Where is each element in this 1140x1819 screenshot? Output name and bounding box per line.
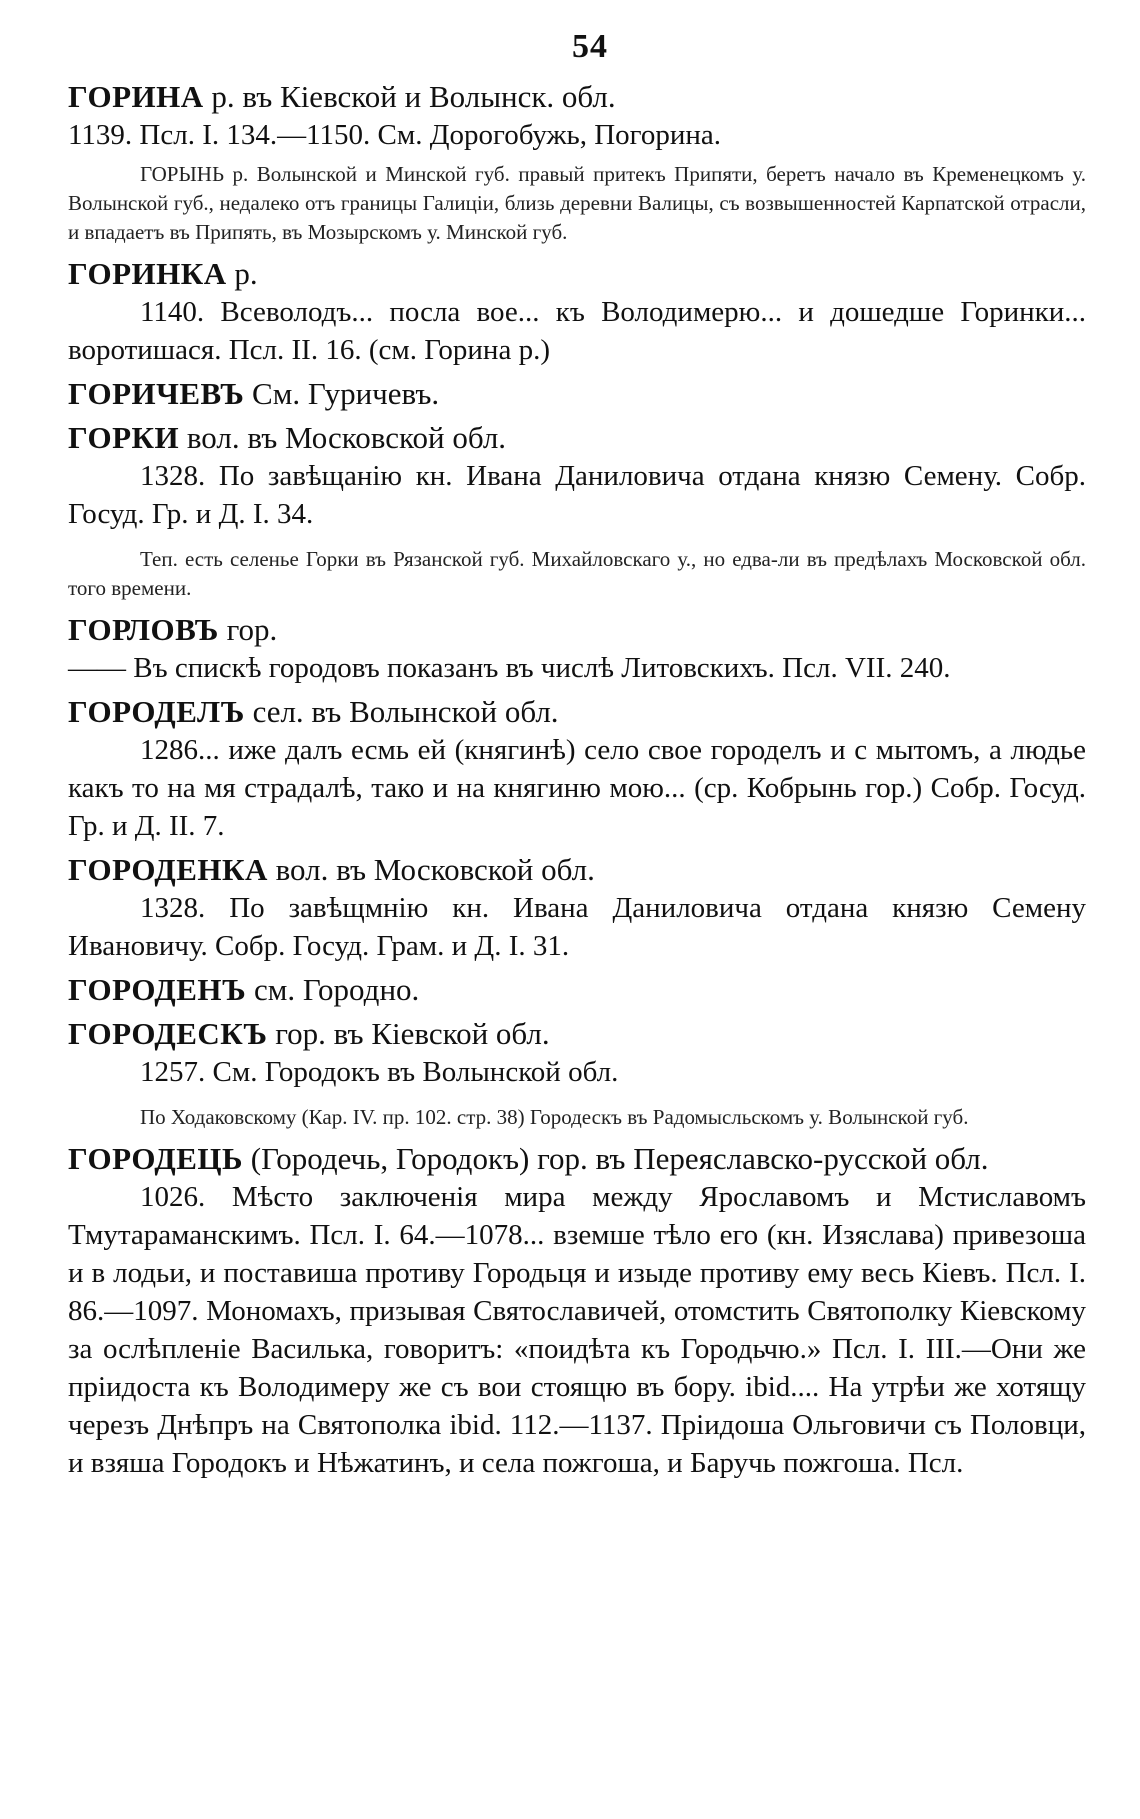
- entry-headline: [68, 419, 1086, 457]
- entry-head: ГОРИЧЕВЪ: [68, 376, 245, 411]
- entry-head: ГОРИНКА: [68, 256, 227, 291]
- entry-desc: гор.: [218, 612, 278, 647]
- entry-gorki: [68, 419, 1086, 603]
- page-number: 54: [572, 28, 608, 65]
- entry-gorina: [68, 78, 1086, 247]
- entry-head: ГОРОДЕНЪ: [68, 972, 247, 1007]
- entry-desc: гор. въ Кіевской обл.: [267, 1016, 550, 1051]
- entry-head: ГОРИНА: [68, 79, 204, 114]
- entry-headline: [68, 693, 1086, 731]
- entry-desc: см. Городно.: [246, 972, 420, 1007]
- entry-desc: р. въ Кіевской и Волынск. обл.: [203, 79, 616, 114]
- entry-head: ГОРОДЕЛЪ: [68, 694, 245, 729]
- entry-goroden: [68, 971, 1086, 1009]
- entry-headline: [68, 971, 1086, 1009]
- entry-body: 1328. По завѣщмнію кн. Ивана Даниловича отдана князю Семену Ивановичу. Собр. Госуд. Грам. и Д. I. 31.: [68, 892, 1086, 962]
- entry-body: 1140. Всеволодъ... посла вое... къ Володимерю... и дошедше Горинки... воротишася. Псл. II. 16. (см. Горина р.): [68, 296, 1086, 366]
- entry-head: ГОРОДЕЦЬ: [68, 1141, 243, 1176]
- entry-desc: р.: [226, 256, 258, 291]
- entry-headline: [68, 78, 1086, 116]
- entry-body: 1257. См. Городокъ въ Волынской обл.: [140, 1056, 619, 1088]
- entry-gorodesk: [68, 1015, 1086, 1132]
- entry-gorodel: [68, 693, 1086, 845]
- entry-desc: См. Гуричевъ.: [244, 376, 440, 411]
- entry-desc: вол. въ Московской обл.: [267, 852, 595, 887]
- entry-body: 1139. Псл. I. 134.—1150. См. Дорогобужь, Погорина.: [68, 119, 721, 151]
- entry-gorodenka: [68, 851, 1086, 965]
- entry-body: 1328. По завѣщанію кн. Ивана Даниловича отдана князю Семену. Собр. Госуд. Гр. и Д. I. 34.: [68, 460, 1086, 530]
- entry-note: ГОРЫНЬ р. Волынской и Минской губ. правый притекъ Припяти, беретъ начало въ Кременецкомъ у. Волынской губ., недалеко отъ границы Галиціи, близь деревни Валицы, съ возвышенностей Карпатской отрасли, и впадаетъ въ Припять, въ Мозырскомъ у. Минской губ.: [68, 162, 1086, 244]
- entry-gorlov: [68, 611, 1086, 687]
- entry-desc: сел. въ Волынской обл.: [244, 694, 559, 729]
- entry-desc: вол. въ Московской обл.: [179, 420, 507, 455]
- entry-note: По Ходаковскому (Кар. IV. пр. 102. стр. 38) Городескъ въ Радомысльскомъ у. Волынской губ.: [140, 1105, 969, 1129]
- entry-desc: (Городечь, Городокъ) гор. въ Переяславско-русской обл.: [243, 1141, 989, 1176]
- entry-headline: [68, 851, 1086, 889]
- entry-gorichev: [68, 375, 1086, 413]
- entry-gorodets: [68, 1140, 1086, 1482]
- entry-headline: [68, 255, 1086, 293]
- entry-head: ГОРОДЕНКА: [68, 852, 268, 887]
- entry-gorinka: [68, 255, 1086, 369]
- entry-headline: [68, 1015, 1086, 1053]
- entry-headline: [68, 611, 1086, 649]
- entry-body: —— Въ спискѣ городовъ показанъ въ числѣ Литовскихъ. Псл. VII. 240.: [68, 652, 951, 684]
- entry-head: ГОРЛОВЪ: [68, 612, 219, 647]
- entry-head: ГОРОДЕСКЪ: [68, 1016, 268, 1051]
- entry-headline: [68, 1140, 1086, 1178]
- entry-body: 1286... иже далъ есмь ей (княгинѣ) село свое городелъ и с мытомъ, а людье какъ то на мя страдалѣ, тако и на княгиню мою... (ср. Кобрынь гор.) Собр. Госуд. Гр. и Д. II. 7.: [68, 734, 1086, 842]
- entry-head: ГОРКИ: [68, 420, 180, 455]
- entry-note: Теп. есть селенье Горки въ Рязанской губ. Михайловскаго у., но едва-ли въ предѣлахъ Московской обл. того времени.: [68, 547, 1086, 600]
- dictionary-entries: [68, 78, 1086, 1482]
- entry-headline: [68, 375, 1086, 413]
- entry-body: 1026. Мѣсто заключенія мира между Ярославомъ и Мстиславомъ Тмутараманскимъ. Псл. I. 64.—1078... вземше тѣло его (кн. Изяслава) привезоша и в лодьи, и поставиша противу Городьця и изыде противу ему весь Кіевъ. Псл. I. 86.—1097. Мономахъ, призывая Святославичей, отомстить Святополку Кіевскому за ослѣпленіе Василька, говоритъ: «поидѣта къ Городьчю.» Псл. I. III.—Они же пріидоста къ Володимеру же съ вои стоящю въ бору. ibid.... На утрѣи же хотящу черезъ Днѣпръ на Святополка ibid. 112.—1137. Пріидоша Ольговичи съ Половци, и взяша Городокъ и Нѣжатинъ, и села пожгоша, и Баручь пожгоша. Псл.: [68, 1181, 1086, 1479]
